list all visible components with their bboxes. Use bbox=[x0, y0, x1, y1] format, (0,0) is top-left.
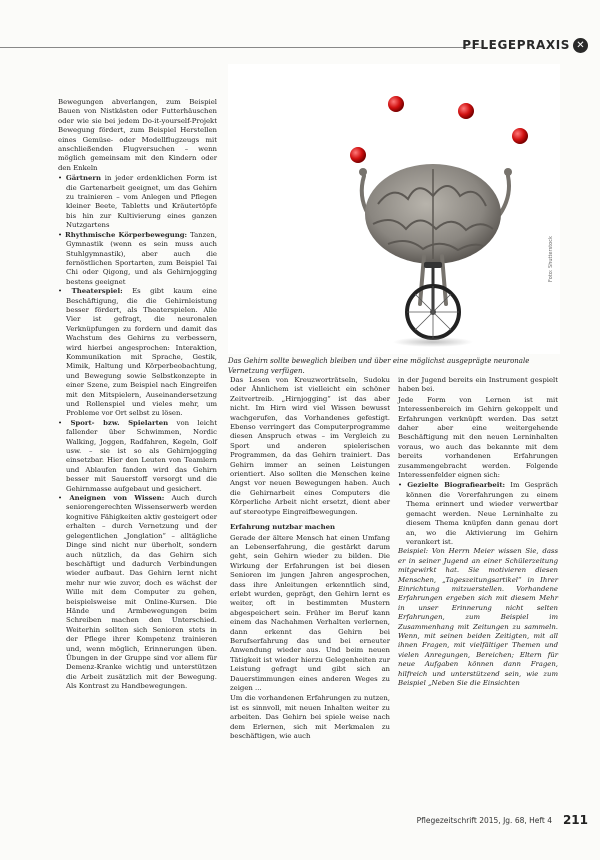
juggling-ball bbox=[388, 96, 404, 112]
list-item-text: von leicht fallender über Schwimmen, Nordic Walking, Joggen, Radfahren, Kegeln, Golf usw. – sie ist so als Gehirnjogging einsetzbar. Hier den Leuten von Teamlern und Ablaufen fanden wird das Gehirn besser mit Sauerstoff versorgt und die Gehirnmasse aufgebaut und gesichert. bbox=[66, 418, 217, 493]
text-column-middle bbox=[230, 376, 390, 742]
paragraph: Um die vorhandenen Erfahrungen zu nutzen, ist es sinnvoll, mit neuen Inhalten weiter zu arbeiten. Das Gehirn bei spiele weise nach dem Erlernen, sich mit Merkmalen zu beschäftigen, wie auch bbox=[230, 694, 390, 741]
paragraph: Bewegungen abverlangen, zum Beispiel Bauen von Nistkästen oder Futterhäuschen oder wie sie bei jedem Do-it-yourself-Projekt Bewegung fördert, zum Beispiel Herstellen eines Gemüse- oder Modellflugzeugs mit anschließenden Flugversuchen – wenn möglich gemeinsam mit den Kindern oder den Enkeln bbox=[58, 98, 217, 172]
list-item-text: in jeder erdenklichen Form ist die Gartenarbeit geeignet, um das Gehirn zu trainieren – vom Anlegen und Pflegen kleiner Beete, Tabletts und Kräutertöpfe bis hin zur Kultivierung eines ganzen Nutzgartens bbox=[66, 174, 217, 230]
list-item: • Rhythmische Körperbewegung: Tanzen, Gymnastik (wenn es sein muss auch Stuhlgymnastik), aber auch die fernöstlichen Sportarten, zum Beispiel Tai Chi oder Qigong, und als Gehirnjogging bestens geeignet bbox=[58, 230, 217, 286]
list-item-text: Tanzen, Gymnastik (wenn es sein muss auch Stuhlgymnastik), aber auch die fernöstlichen Sportarten, zum Beispiel Tai Chi oder Qigong, und als Gehirnjogging bestens geeignet bbox=[66, 230, 217, 286]
journal-citation: Pflegezeitschrift 2015, Jg. 68, Heft 4 bbox=[416, 816, 552, 825]
list-item-head: Aneignen von Wissen: bbox=[69, 494, 165, 503]
text-column-left bbox=[58, 98, 217, 692]
list-item-text: Auch durch seniorengerechten Wissenserwerb werden kognitive Fähigkeiten aktiv gesteigert oder erhalten – durch Vernetzung und der gelegentlichen „Jonglation“ – alltägliche Dinge sind nicht nur überholt, sondern auch nützlich, da das Gehirn sich beschäftigt und dadurch Verbindungen wieder aufbaut. Das Gehirn lernt nicht mehr nur wie zuvor, doch es wächst der Wille mit dem Computer zu gehen, beispielsweise mit Online-Kursen. Die Hände und Armbewegungen beim Schreiben machen den Unterschied. Weiterhin sollten sich Senioren stets in der Pflege ihrer Kompetenz trainieren und, wenn möglich, Erinnerungen üben. Übungen in der Gruppe sind vor allem für Demenz-Kranke wichtig und unterstützen die Arbeit zusätzlich mit der Bewegung. Als Kontrast zu Handbewegungen. bbox=[66, 494, 218, 691]
juggling-ball bbox=[458, 103, 474, 119]
section-title: PFLEGEPRAXIS bbox=[462, 38, 570, 52]
list-item-head: Theaterspiel: bbox=[71, 287, 123, 296]
list-item-head: Gezielte Biografiearbeit: bbox=[407, 481, 506, 490]
page-number: 211 bbox=[562, 813, 588, 827]
list-item: • Aneignen von Wissen: Auch durch seniorengerechten Wissenserwerb werden kognitive Fähigkeiten aktiv gesteigert oder erhalten – durch Vernetzung und der gelegentlichen „Jonglation“ – alltägliche Dinge sind nicht nur überholt, sondern auch nützlich, da das Gehirn sich beschäftigt und dadurch Verbindungen wieder aufbaut. Das Gehirn lernt nicht mehr nur wie zuvor, doch es wächst der Wille mit dem Computer zu gehen, beispielsweise mit Online-Kursen. Die Hände und Armbewegungen beim Schreiben machen den Unterschied. Weiterhin sollten sich Senioren stets in der Pflege ihrer Kompetenz trainieren und, wenn möglich, Erinnerungen üben. Übungen in der Gruppe sind vor allem für Demenz-Kranke wichtig und unterstützen die Arbeit zusätzlich mit der Bewegung. Als Kontrast zu Handbewegungen. bbox=[58, 494, 218, 691]
photo-credit: Foto: Shutterstock bbox=[548, 236, 554, 282]
page-footer bbox=[0, 810, 600, 840]
list-item-head: Sport- bzw. Spielarten bbox=[70, 418, 169, 427]
subheading: Erfahrung nutzbar machen bbox=[230, 523, 335, 532]
paragraph: Gerade der ältere Mensch hat einen Umfang an Lebenserfahrung, die gestärkt darum geht, sein Gehirn wieder zu bilden. Die Wirkung der Erfahrungen ist bei diesen Senioren im jungen Jahren angesprochen, dass ihre Anleitungen erkenntlich sind, erlebt wurden, geprägt, den Gehirn lernt es weiter, oft in bestimmten Mustern abgespeichert sein. Früher im Beruf kann einem das Nachahmen Verhalten verlernen, dann erkennt das Gehirn bei Berufserfahrung das und bei erneuter Anwendung wieder aus. Und beim neuen Tätigkeit ist wieder hierzu Gelegenheiten zur Leistung gefragt und gibt sich an Dauerstimmungen eines anderen Weges zu zeigen ... bbox=[230, 533, 390, 692]
header-rule bbox=[0, 47, 488, 48]
brain-illustration bbox=[228, 64, 560, 354]
section-badge-icon: ✕ bbox=[573, 38, 588, 53]
list-item: • Theaterspiel: Es gibt kaum eine Beschäftigung, die die Gehirnleistung besser fördert, als Theaterspielen. Alle Vier ist gefragt, die neuronalen Verknüpfungen zu fordern und damit das Wachstum des Gehirns zu verbessern, wird hierbei angesprochen: Interaktion, Kommunikation mit Sprache, Gestik, Mimik, Haltung und Körperbeobachtung, und Bewegung sowie Selbstkonzepte in einer Szene, zum Beispiel nach Eingreifen mit den Mitspielern, Auseinandersetzung und Rollenspiel und vieles mehr, um Probleme vor Ort selbst zu lösen. bbox=[58, 287, 217, 418]
text-column-right bbox=[398, 376, 558, 689]
list-item: • Sport- bzw. Spielarten von leicht fallender über Schwimmen, Nordic Walking, Joggen, Radfahren, Kegeln, Golf usw. – sie ist so als Gehirnjogging einsetzbar. Hier den Leuten von Teamlern und Ablaufen fanden wird das Gehirn besser mit Sauerstoff versorgt und die Gehirnmasse aufgebaut und gesichert. bbox=[58, 418, 217, 493]
list-item-text: Es gibt kaum eine Beschäftigung, die die Gehirnleistung besser fördert, als Theaterspielen. Alle Vier ist gefragt, die neuronalen Verknüpfungen zu fordern und damit das Wachstum des Gehirns zu verbessern, wird hierbei angesprochen: Interaktion, Kommunikation mit Sprache, Gestik, Mimik, Haltung und Körperbeobachtung, und Bewegung sowie Selbstkonzepte in einer Szene, zum Beispiel nach Eingreifen mit den Mitspielern, Auseinandersetzung und Rollenspiel und vieles mehr, um Probleme vor Ort selbst zu lösen. bbox=[66, 287, 217, 418]
paragraph: Jede Form von Lernen ist mit Interessenbereich im Gehirn gekoppelt und Erfahrungen verknüpft werden. Das setzt daher aber eine weitergehende Beschäftigung mit den neuen Lerninhalten voraus, wo auch das bekannte mit dem bereits vorhandenen Erfahrungen zusammengebracht werden. Folgende Interessenfelder eignen sich: bbox=[398, 395, 558, 480]
figure-caption: Das Gehirn sollte beweglich bleiben und über eine möglichst ausgeprägte neuronale Vernetzung verfügen. bbox=[228, 357, 530, 375]
juggling-ball bbox=[512, 128, 528, 144]
list-item-text: Im Gespräch können die Vorerfahrungen zu einem Thema erinnert und wieder verwertbar gemacht werden. Neue Lerninhalte zu diesem Thema knüpfen dann genau dort an, wo die Aktivierung im Gehirn verankert ist. bbox=[406, 481, 558, 546]
example-paragraph: Beispiel: Von Herrn Meier wissen Sie, dass er in seiner Jugend an einer Schülerzeitung mitgewirkt hat. Sie motivieren diesen Menschen, „Tageszeitungsartikel“ in Ihrer Einrichtung mitzuerstellen. Vorhandene Erfahrungen ergeben sich mit diesem Mehr in unser Erinnerung nicht selten Erfahrungen, zum Beispiel im Zusammenhang mit Zeitungen zu sammeln. Wenn, mit seinen beiden Zeitigten, mit all ihnen Fragen, mit vielfältiger Themen und vielen Anregungen, Bereichen; Eltern für neue Aufgaben können dann Fragen, hilfreich und unterstützend sein, wie zum Beispiel „Neben Sie die Einsichten bbox=[398, 547, 558, 687]
brain-juggling-photo bbox=[228, 64, 560, 354]
paragraph: Das Lesen von Kreuzworträtseln, Sudoku oder Ähnlichem ist vielleicht ein schöner Zeitvertreib. „Hirnjogging“ ist das aber nicht. Im Hirn wird viel Wissen bewusst wachgerufen, das Vorhandenes gefestigt. Ebenso verringert das Computerprogramme diesen Anspruch etwas – im Vergleich zu Sport und anderen spielerischen Programmen, da das Gehirn trainiert. Das Gehirn immer an seinen Leistungen orientiert. Also sollten die Menschen keine Angst vor neuen Bewegungen haben. Auch die Gehirnarbeit eines Computers die Körperliche Arbeit nicht ersetzt, dient aber auf stereotype Eingreifbewegungen. bbox=[230, 376, 390, 516]
juggling-ball bbox=[350, 147, 366, 163]
paragraph: in der Jugend bereits ein Instrument gespielt haben bei. bbox=[398, 376, 558, 394]
page-header bbox=[0, 36, 600, 60]
list-item: • Gezielte Biografiearbeit: Im Gespräch können die Vorerfahrungen zu einem Thema erinnert und wieder verwertbar gemacht werden. Neue Lerninhalte zu diesem Thema knüpfen dann genau dort an, wo die Aktivierung im Gehirn verankert ist. bbox=[398, 481, 558, 546]
list-item-head: Gärtnern bbox=[65, 174, 102, 183]
list-item-head: Rhythmische Körperbewegung: bbox=[65, 230, 188, 239]
list-item: • Gärtnern in jeder erdenklichen Form ist die Gartenarbeit geeignet, um das Gehirn zu trainieren – vom Anlegen und Pflegen kleiner Beete, Tabletts und Kräutertöpfe bis hin zur Kultivierung eines ganzen Nutzgartens bbox=[58, 174, 217, 230]
